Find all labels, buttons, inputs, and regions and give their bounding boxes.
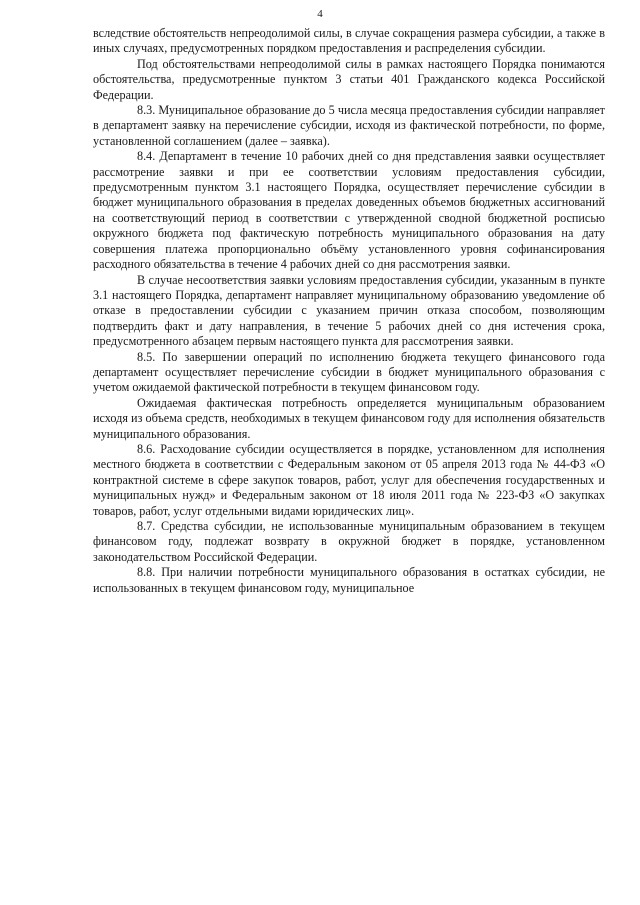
paragraph-8-5: 8.5. По завершении операций по исполнению бюджета текущего финансового года департамент осуществляет перечисление субсидии в бюджет муниципального образования с учетом ожидаемой фактической потребности в текущем финансовом году. (93, 349, 605, 395)
paragraph-8-6: 8.6. Расходование субсидии осуществляется в порядке, установленном для исполнения местного бюджета в соответствии с Федеральным законом от 05 апреля 2013 года № 44-ФЗ «О контрактной системе в сфере закупок товаров, работ, услуг для обеспечения государственных и муниципальных нужд» и Федеральным законом от 18 июля 2011 года № 223-ФЗ «О закупках товаров, работ, услуг отдельными видами юридических лиц». (93, 441, 605, 518)
paragraph-8-4: 8.4. Департамент в течение 10 рабочих дней со дня представления заявки осуществляет рассмотрение заявки и при ее соответствии условиям предоставления субсидии, предусмотренным пунктом 3.1 настоящего Порядка, осуществляет перечисление субсидии в бюджет муниципального образования в пределах доведенных объемов бюджетных ассигнований на соответствующий период в соответствии с утвержденной сводной бюджетной росписью окружного бюджета под фактическую потребность муниципального образования на дату совершения платежа пропорционально объёму установленного уровня софинансирования расходного обязательства в течение 4 рабочих дней со дня рассмотрения заявки. (93, 149, 605, 272)
page-number: 4 (317, 8, 323, 20)
paragraph-8-4-refusal: В случае несоответствия заявки условиям предоставления субсидии, указанным в пункте 3.1 настоящего Порядка, департамент направляет муниципальному образованию уведомление об отказе в предоставлении субсидии с указанием причин отказа способом, позволяющим подтвердить факт и дату направления, в течение 5 рабочих дней со дня истечения срока, предусмотренного абзацем первым настоящего пункта для рассмотрения заявки. (93, 272, 605, 349)
paragraph-continuation: вследствие обстоятельств непреодолимой силы, в случае сокращения размера субсидии, а также в иных случаях, предусмотренных порядком предоставления и распределения субсидии. (93, 26, 605, 56)
paragraph-8-7: 8.7. Средства субсидии, не использованные муниципальным образованием в текущем финансовом году, подлежат возврату в окружной бюджет в порядке, установленном законодательством Российской Федерации. (93, 519, 605, 564)
document-body (93, 26, 605, 596)
paragraph-8-8: 8.8. При наличии потребности муниципального образования в остатках субсидии, не использованных в текущем финансовом году, муниципальное (93, 565, 605, 595)
paragraph-8-3: 8.3. Муниципальное образование до 5 числа месяца предоставления субсидии направляет в департамент заявку на перечисление субсидии, исходя из фактической потребности, по форме, установленной соглашением (далее – заявка). (93, 103, 605, 148)
paragraph-force-majeure: Под обстоятельствами непреодолимой силы в рамках настоящего Порядка понимаются обстоятельства, предусмотренные пунктом 3 статьи 401 Гражданского кодекса Российской Федерации. (93, 56, 605, 102)
paragraph-8-5-expected-need: Ожидаемая фактическая потребность определяется муниципальным образованием исходя из объема средств, необходимых в текущем финансовом году для исполнения обязательств муниципального образования. (93, 395, 605, 441)
